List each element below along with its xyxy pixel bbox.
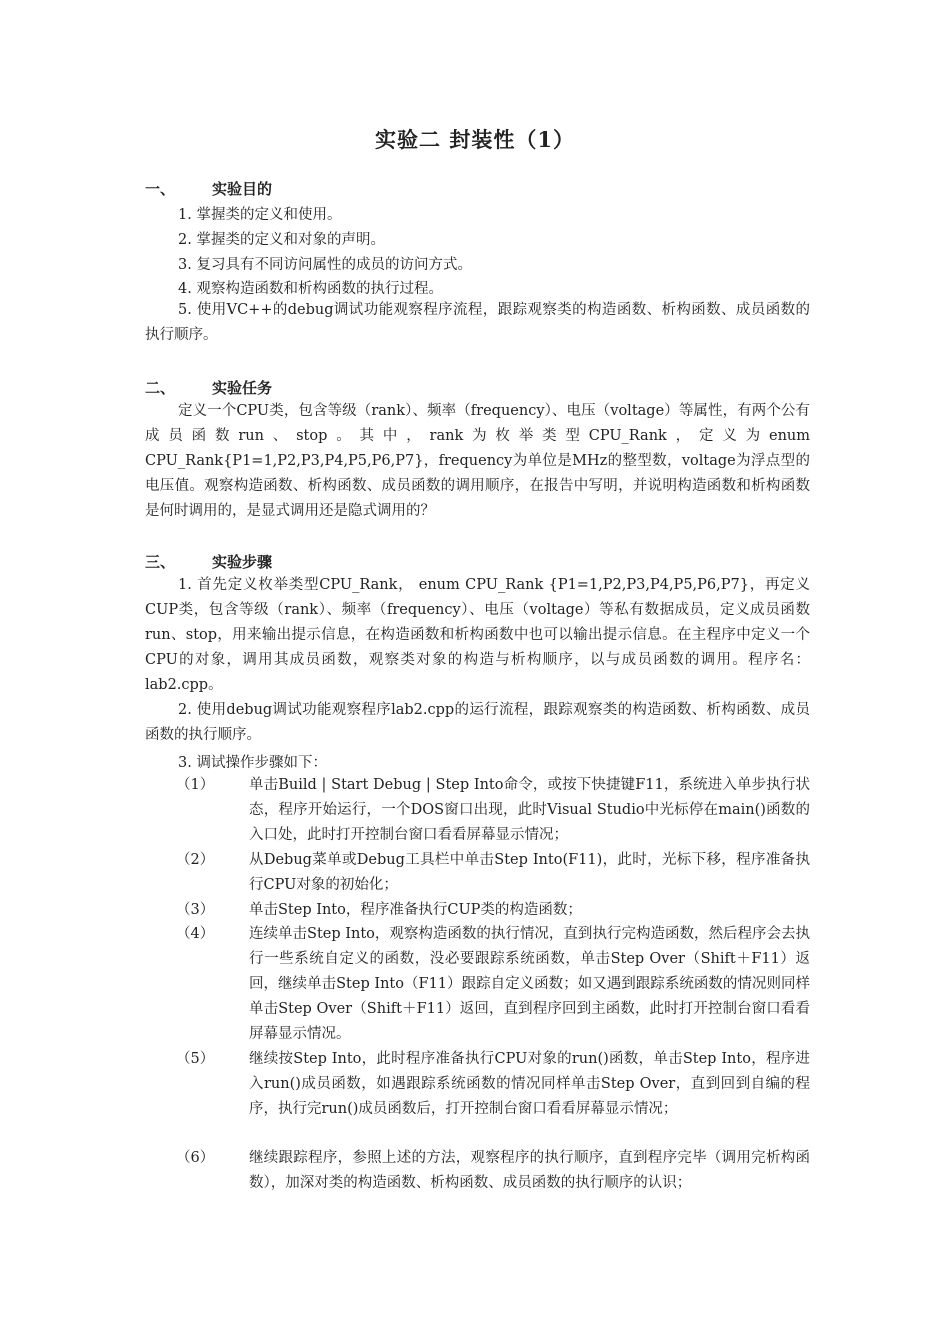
step-number: （6）: [176, 1150, 215, 1166]
section-number: 三、: [145, 553, 176, 571]
step-number: （5）: [176, 1051, 215, 1067]
steps-paragraph-2: 2. 使用debug调试功能观察程序lab2.cpp的运行流程，跟踪观察类的构造函数、析构函数、成员函数的执行顺序。: [145, 702, 810, 743]
objective-item: 2. 掌握类的定义和对象的声明。: [178, 232, 385, 248]
step-text: 继续按Step Into，此时程序准备执行CPU对象的run()函数，单击Step Into，程序进入run()成员函数，如遇跟踪系统函数的情况同样单击Step Over，直到回到自编的程序，执行完run()成员函数后，打开控制台窗口看看屏幕显示情况；: [249, 1051, 810, 1117]
step-text: 单击Step Into，程序准备执行CUP类的构造函数；: [249, 902, 582, 918]
step-text: 继续跟踪程序，参照上述的方法，观察程序的执行顺序，直到程序完毕（调用完析构函数），加深对类的构造函数、析构函数、成员函数的执行顺序的认识；: [249, 1150, 810, 1191]
debug-step: [176, 1146, 810, 1196]
section-heading-task: [145, 377, 272, 398]
step-number: （2）: [176, 852, 215, 868]
step-number: （3）: [176, 902, 215, 918]
page-title: 实验二 封装性（1）: [375, 127, 575, 152]
debug-step: [176, 1047, 810, 1122]
step-number: （1）: [176, 777, 215, 793]
debug-step: [176, 898, 810, 923]
section-title: 实验任务: [212, 379, 273, 397]
section-number: 二、: [145, 379, 176, 397]
section-heading-steps: [145, 551, 272, 572]
task-paragraph: 定义一个CPU类，包含等级（rank）、频率（frequency）、电压（voltage）等属性，有两个公有成员函数run、stop。其中，rank为枚举类型CPU_Rank，定义为enum CPU_Rank{P1=1,P2,P3,P4,P5,P6,P7}，frequency为单位是MHz的整型数，voltage为浮点型的电压值。观察构造函数、析构函数、成员函数的调用顺序，在报告中写明，并说明构造函数和析构函数是何时调用的，是显式调用还是隐式调用的？: [145, 403, 810, 519]
step-text: 连续单击Step Into，观察构造函数的执行情况，直到执行完构造函数，然后程序会去执行一些系统自定义的函数，没必要跟踪系统函数，单击Step Over（Shift＋F11）返回，继续单击Step Into（F11）跟踪自定义函数；如又遇到跟踪系统函数的情况则同样单击Step Over（Shift＋F11）返回，直到程序回到主函数，此时打开控制台窗口看看屏幕显示情况。: [249, 926, 810, 1042]
section-title: 实验步骤: [212, 553, 273, 571]
section-title: 实验目的: [212, 180, 273, 198]
objective-item: 4. 观察构造函数和析构函数的执行过程。: [178, 281, 443, 297]
debug-step: [176, 848, 810, 898]
objective-item: 5. 使用VC++的debug调试功能观察程序流程，跟踪观察类的构造函数、析构函数、成员函数的执行顺序。: [145, 302, 810, 343]
debug-step: [176, 922, 810, 1047]
step-number: （4）: [176, 926, 215, 942]
steps-paragraph-1: 1. 首先定义枚举类型CPU_Rank， enum CPU_Rank {P1=1,P2,P3,P4,P5,P6,P7}，再定义CUP类，包含等级（rank）、频率（frequency）、电压（voltage）等私有数据成员，定义成员函数run、stop，用来输出提示信息，在构造函数和析构函数中也可以输出提示信息。在主程序中定义一个CPU的对象，调用其成员函数，观察类对象的构造与析构顺序，以与成员函数的调用。程序名：lab2.cpp。: [145, 577, 810, 693]
step-text: 从Debug菜单或Debug工具栏中单击Step Into(F11)，此时，光标下移，程序准备执行CPU对象的初始化；: [249, 852, 810, 893]
section-heading-objectives: [145, 178, 272, 199]
section-number: 一、: [145, 180, 176, 198]
objective-item: 1. 掌握类的定义和使用。: [178, 207, 342, 223]
objective-item: 3. 复习具有不同访问属性的成员的访问方式。: [178, 257, 472, 273]
steps-paragraph-3: 3. 调试操作步骤如下：: [178, 755, 327, 771]
debug-step: [176, 773, 810, 848]
step-text: 单击Build | Start Debug | Step Into命令，或按下快捷键F11，系统进入单步执行状态，程序开始运行，一个DOS窗口出现，此时Visual Studio中光标停在main()函数的入口处，此时打开控制台窗口看看屏幕显示情况；: [249, 777, 810, 843]
